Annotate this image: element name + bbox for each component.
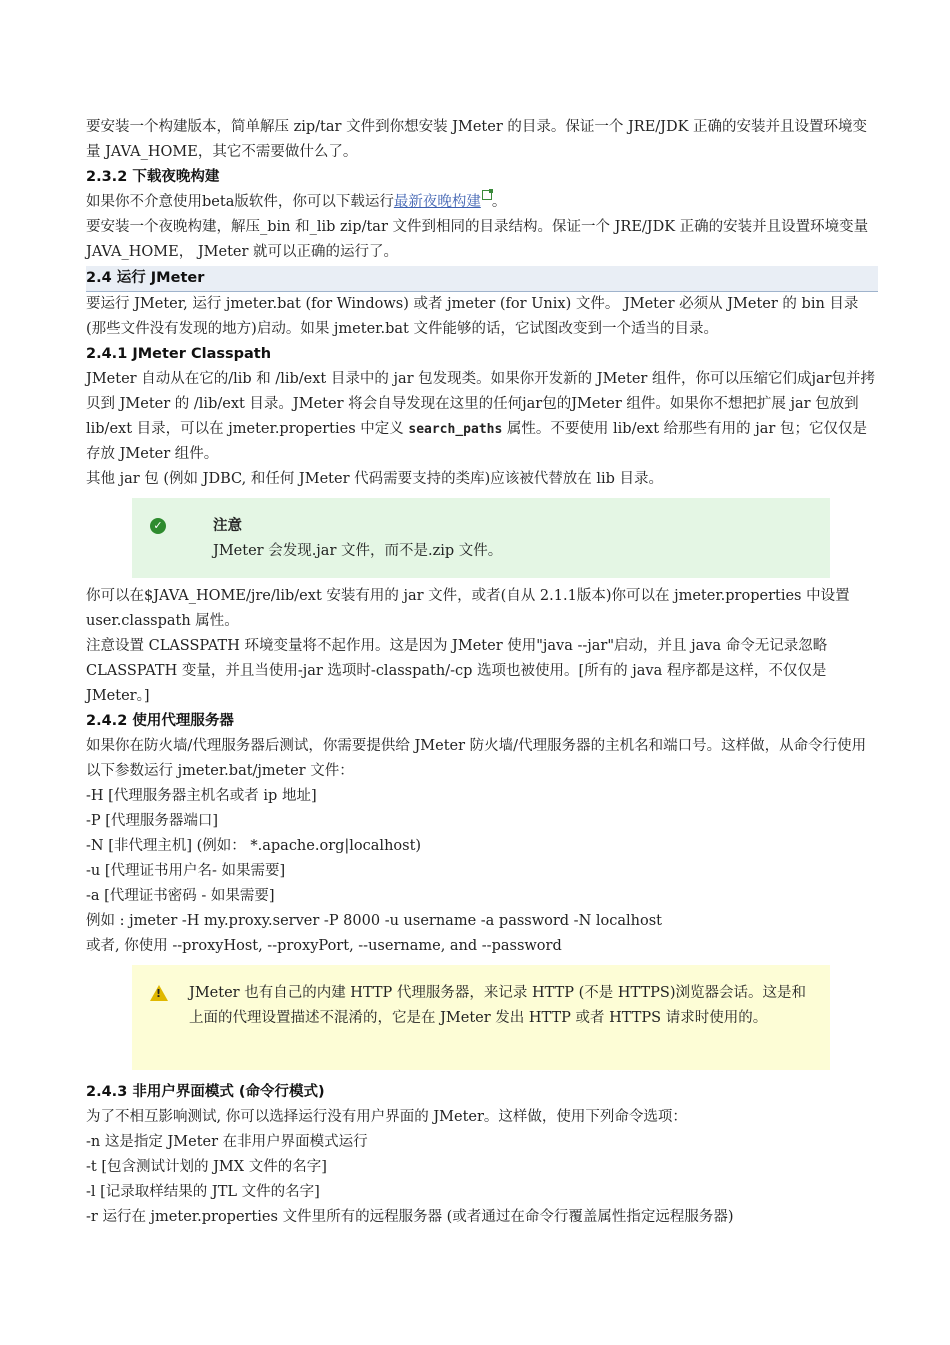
non-gui-option: -n 这是指定 JMeter 在非用户界面模式运行 [86,1134,368,1150]
warning-box [132,965,830,1070]
heading-2-4: 2.4 运行 JMeter [86,266,878,292]
nightly-install-paragraph: 要安装一个夜晚构建，解压_bin 和_lib zip/tar 文件到相同的目录结构。保证一个 JRE/JDK 正确的安装并且设置环境变量 JAVA_HOME， JMeter 就可以正确的运行了。 [86,219,869,260]
non-gui-paragraph: 为了不相互影响测试, 你可以选择运行没有用户界面的 JMeter。这样做，使用下列命令选项： [86,1109,687,1125]
heading-2-4-1: 2.4.1 JMeter Classpath [86,346,272,362]
search-paths-code: search_paths [408,422,503,437]
classpath-text: JMeter 自动从在它的/lib 和 /lib/ext 目录中的 jar 包发现类。如果你开发新的 JMeter 组件，你可以压缩它们成jar包并拷贝到 JMeter 的 /lib/ext 目录。JMeter 将会自导发现在这里的任何jar包的JMeter 组件。如果你不想把扩展 jar 包放到 lib/ext 目录，可以在 jmeter.properties 中定义 [86,371,876,437]
proxy-option: -u [代理证书用户名- 如果需要] [86,863,286,879]
warning-icon: ! [150,985,168,1001]
java-home-paragraph: 你可以在$JAVA_HOME/jre/lib/ext 安装有用的 jar 文件，或者(自从 2.1.1版本)你可以在 jmeter.properties 中设置 user.classpath 属性。 [86,588,850,629]
other-jars-paragraph: 其他 jar 包 (例如 JDBC, 和任何 JMeter 代码需要支持的类库)应该被代替放在 lib 目录。 [86,471,664,487]
proxy-option: -H [代理服务器主机名或者 ip 地址] [86,788,317,804]
proxy-example: 例如 : jmeter -H my.proxy.server -P 8000 -u username -a password -N localhost [86,913,662,929]
nightly-paragraph [86,190,878,215]
note-title: 注意 [213,518,242,534]
classpath-paragraph [86,367,878,467]
proxy-option: -N [非代理主机] (例如： *.apache.org|localhost) [86,838,422,854]
proxy-paragraph: 如果你在防火墙/代理服务器后测试，你需要提供给 JMeter 防火墙/代理服务器的主机名和端口号。这样做，从命令行使用以下参数运行 jmeter.bat/jmeter 文件： [86,738,867,779]
classpath-env-paragraph: 注意设置 CLASSPATH 环境变量将不起作用。这是因为 JMeter 使用"java --jar"启动，并且 java 命令无记录忽略 CLASSPATH 变量，并且当使用-jar 选项时-classpath/-cp 选项也被使用。[所有的 java 程序都是这样，不仅仅是 JMeter。] [86,638,828,704]
external-link-icon [482,190,492,200]
nightly-build-link[interactable]: 最新夜晚构建 [393,194,481,210]
install-paragraph: 要安装一个构建版本，简单解压 zip/tar 文件到你想安装 JMeter 的目录。保证一个 JRE/JDK 正确的安装并且设置环境变量 JAVA_HOME，其它不需要做什么了。 [86,119,868,160]
note-box [132,498,830,578]
non-gui-option: -t [包含测试计划的 JMX 文件的名字] [86,1159,327,1175]
note-body: JMeter 会发现.jar 文件，而不是.zip 文件。 [213,543,503,559]
run-jmeter-paragraph: 要运行 JMeter, 运行 jmeter.bat (for Windows) 或者 jmeter (for Unix) 文件。 JMeter 必须从 JMeter 的 bin 目录 (那些文件没有发现的地方)启动。如果 jmeter.bat 文件能够的话，它试图改变到一个适当的目录。 [86,296,859,337]
proxy-option: -a [代理证书密码 - 如果需要] [86,888,275,904]
heading-2-4-2: 2.4.2 使用代理服务器 [86,713,234,729]
proxy-alternative: 或者, 你使用 --proxyHost, --proxyPort, --username, and --password [86,938,562,954]
nightly-text: 如果你不介意使用beta版软件，你可以下载运行 [86,194,394,210]
non-gui-option: -r 运行在 jmeter.properties 文件里所有的远程服务器 (或者通过在命令行覆盖属性指定远程服务器) [86,1209,734,1225]
document-page [86,115,878,1230]
heading-2-4-3: 2.4.3 非用户界面模式 (命令行模式) [86,1084,325,1100]
nightly-text-end: 。 [491,194,507,210]
heading-2-3-2: 2.3.2 下载夜晚构建 [86,169,220,185]
classpath-text-end: 属性。不要使用 lib/ext 给那些有用的 jar 包；它仅仅是存放 JMeter 组件。 [86,421,867,462]
check-icon: ✓ [150,518,166,534]
warning-body: JMeter 也有自己的内建 HTTP 代理服务器，来记录 HTTP (不是 HTTPS)浏览器会话。这是和上面的代理设置描述不混淆的，它是在 JMeter 发出 HTTP 或者 HTTPS 请求时使用的。 [189,985,807,1026]
proxy-option: -P [代理服务器端口] [86,813,219,829]
non-gui-option: -l [记录取样结果的 JTL 文件的名字] [86,1184,320,1200]
